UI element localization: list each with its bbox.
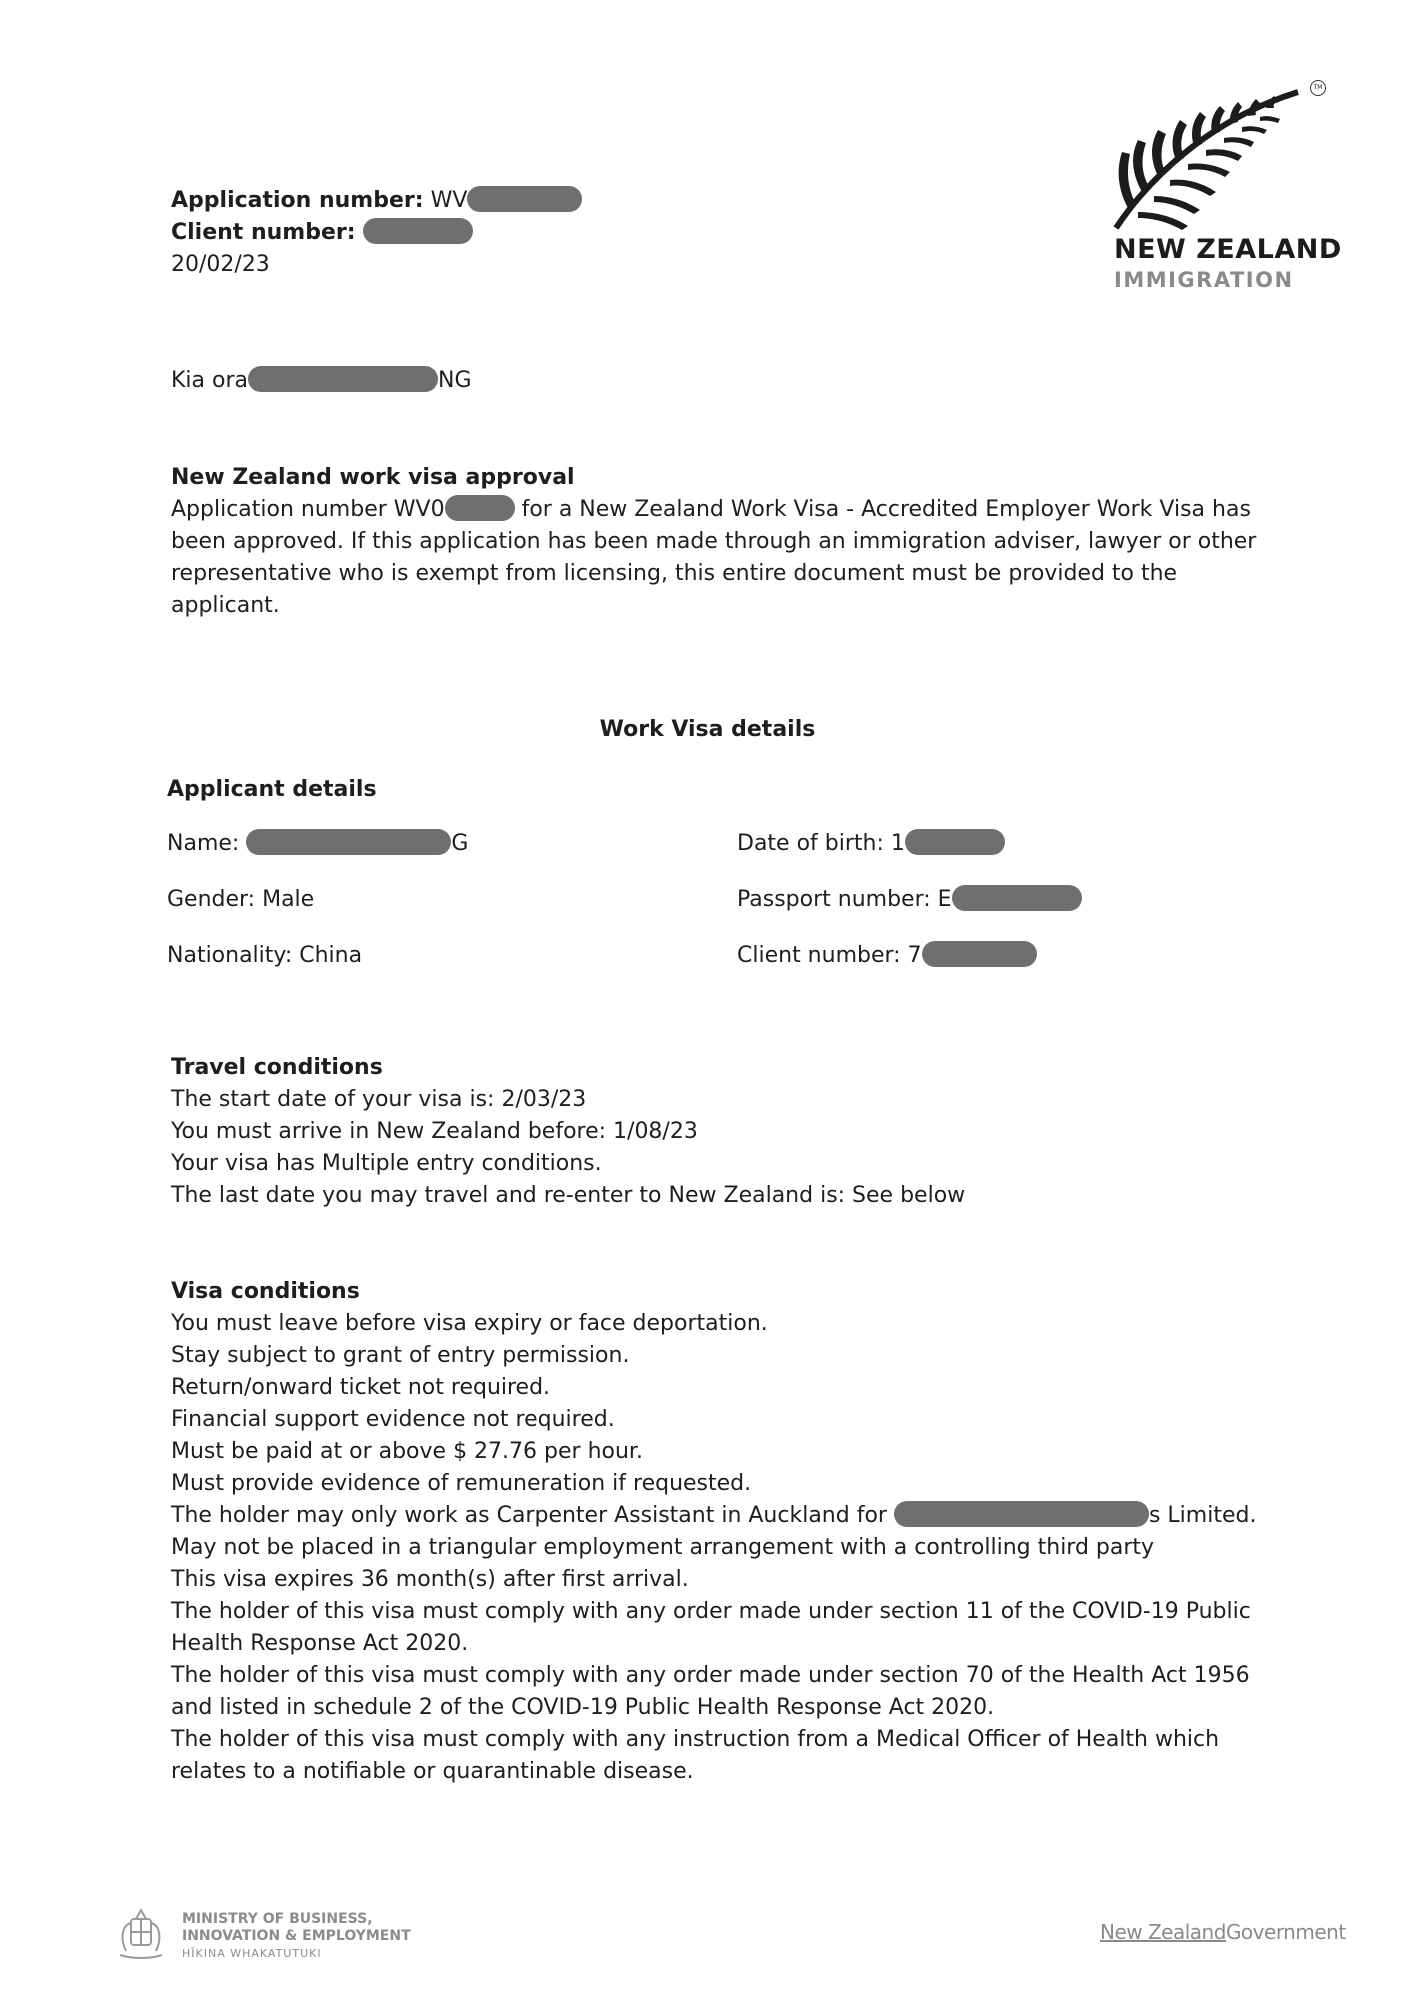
mbie-line-3: HĪKINA WHAKATUTUKI: [182, 1947, 322, 1960]
work-prefix: The holder may only work as Carpenter Assistant in Auckland for: [171, 1503, 887, 1528]
visa-condition-line: You must leave before visa expiry or face deportation.: [171, 1311, 768, 1336]
passport-prefix: E: [937, 887, 952, 912]
dob-prefix: 1: [890, 831, 905, 856]
application-number-prefix: WV: [430, 188, 468, 213]
greeting-suffix: NG: [438, 368, 472, 393]
logo-subtitle: IMMIGRATION: [1114, 268, 1294, 292]
letter-date: 20/02/23: [171, 252, 270, 277]
travel-conditions-title: Travel conditions: [171, 1055, 383, 1080]
redaction-mark: [248, 366, 438, 392]
work-visa-details-title: Work Visa details: [599, 717, 816, 742]
approval-section: [171, 462, 1271, 622]
travel-condition-line: You must arrive in New Zealand before: 1/08/23: [171, 1119, 698, 1144]
redaction-mark: [952, 885, 1082, 911]
applicant-details-title: Applicant details: [167, 777, 377, 802]
letter-header: [171, 185, 582, 281]
approval-title: New Zealand work visa approval: [171, 465, 575, 490]
visa-condition-line: Must provide evidence of remuneration if requested.: [171, 1471, 752, 1496]
visa-condition-line: The holder of this visa must comply with any order made under section 11 of the COVID-19 Public: [171, 1599, 1251, 1624]
redaction-mark: [922, 941, 1037, 967]
client-label: Client number:: [737, 943, 901, 968]
visa-condition-line: and listed in schedule 2 of the COVID-19 Public Health Response Act 2020.: [171, 1695, 995, 1720]
passport-label: Passport number:: [737, 887, 931, 912]
nz-immigration-logo: [1108, 80, 1342, 300]
visa-condition-line: The holder of this visa must comply with any order made under section 70 of the Health Act 1956: [171, 1663, 1250, 1688]
redaction-mark: [363, 218, 473, 244]
visa-condition-line: relates to a notifiable or quarantinable disease.: [171, 1759, 694, 1784]
visa-conditions-title: Visa conditions: [171, 1279, 360, 1304]
greeting: [171, 365, 472, 397]
application-number-label: Application number:: [171, 188, 424, 213]
name-label: Name:: [167, 831, 240, 856]
travel-condition-line: The last date you may travel and re-enter to New Zealand is: See below: [171, 1183, 966, 1208]
nationality-field: Nationality: China: [167, 943, 363, 968]
redaction-mark: [467, 186, 582, 212]
logo-name: NEW ZEALAND: [1114, 234, 1342, 265]
mbie-name: [182, 1911, 411, 1962]
client-prefix: 7: [907, 943, 922, 968]
travel-condition-line: Your visa has Multiple entry conditions.: [171, 1151, 602, 1176]
visa-condition-line: Stay subject to grant of entry permission.: [171, 1343, 630, 1368]
travel-conditions-section: [171, 1052, 965, 1212]
applicant-client-number-field: [737, 940, 1037, 972]
silver-fern-icon: [1108, 80, 1308, 230]
dob-label: Date of birth:: [737, 831, 884, 856]
visa-condition-line: Financial support evidence not required.: [171, 1407, 615, 1432]
date-of-birth-field: [737, 828, 1005, 860]
greeting-prefix: Kia ora: [171, 368, 248, 393]
name-suffix: G: [451, 831, 469, 856]
approval-text-prefix: Application number WV0: [171, 497, 445, 522]
mbie-line-2: INNOVATION & EMPLOYMENT: [182, 1928, 411, 1944]
redaction-mark: [894, 1501, 1149, 1527]
approval-text: [171, 494, 1271, 622]
redaction-mark: [246, 829, 451, 855]
passport-number-field: [737, 884, 1082, 916]
visa-condition-line: Health Response Act 2020.: [171, 1631, 469, 1656]
redaction-mark: [905, 829, 1005, 855]
visa-condition-line: Must be paid at or above $ 27.76 per hour.: [171, 1439, 643, 1464]
travel-condition-line: The start date of your visa is: 2/03/23: [171, 1087, 587, 1112]
client-number-line: [171, 217, 582, 249]
visa-conditions-section: [171, 1276, 1256, 1788]
work-suffix: s Limited.: [1148, 1503, 1257, 1528]
mbie-footer-logo: [112, 1905, 432, 1965]
nzgov-part-1: New Zealand: [1100, 1920, 1226, 1944]
application-number-line: [171, 185, 582, 217]
applicant-name-field: [167, 828, 468, 860]
visa-condition-line: The holder of this visa must comply with any instruction from a Medical Officer of Health which: [171, 1727, 1220, 1752]
redaction-mark: [445, 495, 515, 521]
approval-text-rest: for a New Zealand Work Visa - Accredited Employer Work Visa has been approved. If this application has been made through an immigration adviser, lawyer or other representative who is exempt from licensing, this entire document must be provided to the applicant.: [171, 497, 1257, 618]
visa-condition-line: This visa expires 36 month(s) after first arrival.: [171, 1567, 689, 1592]
client-number-label: Client number:: [171, 220, 356, 245]
nzgov-part-2: Government: [1225, 1920, 1346, 1944]
visa-condition-work-line: [171, 1500, 1256, 1532]
visa-condition-line: May not be placed in a triangular employment arrangement with a controlling third party: [171, 1535, 1155, 1560]
trademark-symbol: TM: [1310, 80, 1326, 96]
visa-condition-line: Return/onward ticket not required.: [171, 1375, 551, 1400]
coat-of-arms-icon: [112, 1905, 170, 1963]
nz-government-logo: [1100, 1920, 1346, 1944]
gender-field: Gender: Male: [167, 887, 315, 912]
mbie-line-1: MINISTRY OF BUSINESS,: [182, 1911, 373, 1927]
